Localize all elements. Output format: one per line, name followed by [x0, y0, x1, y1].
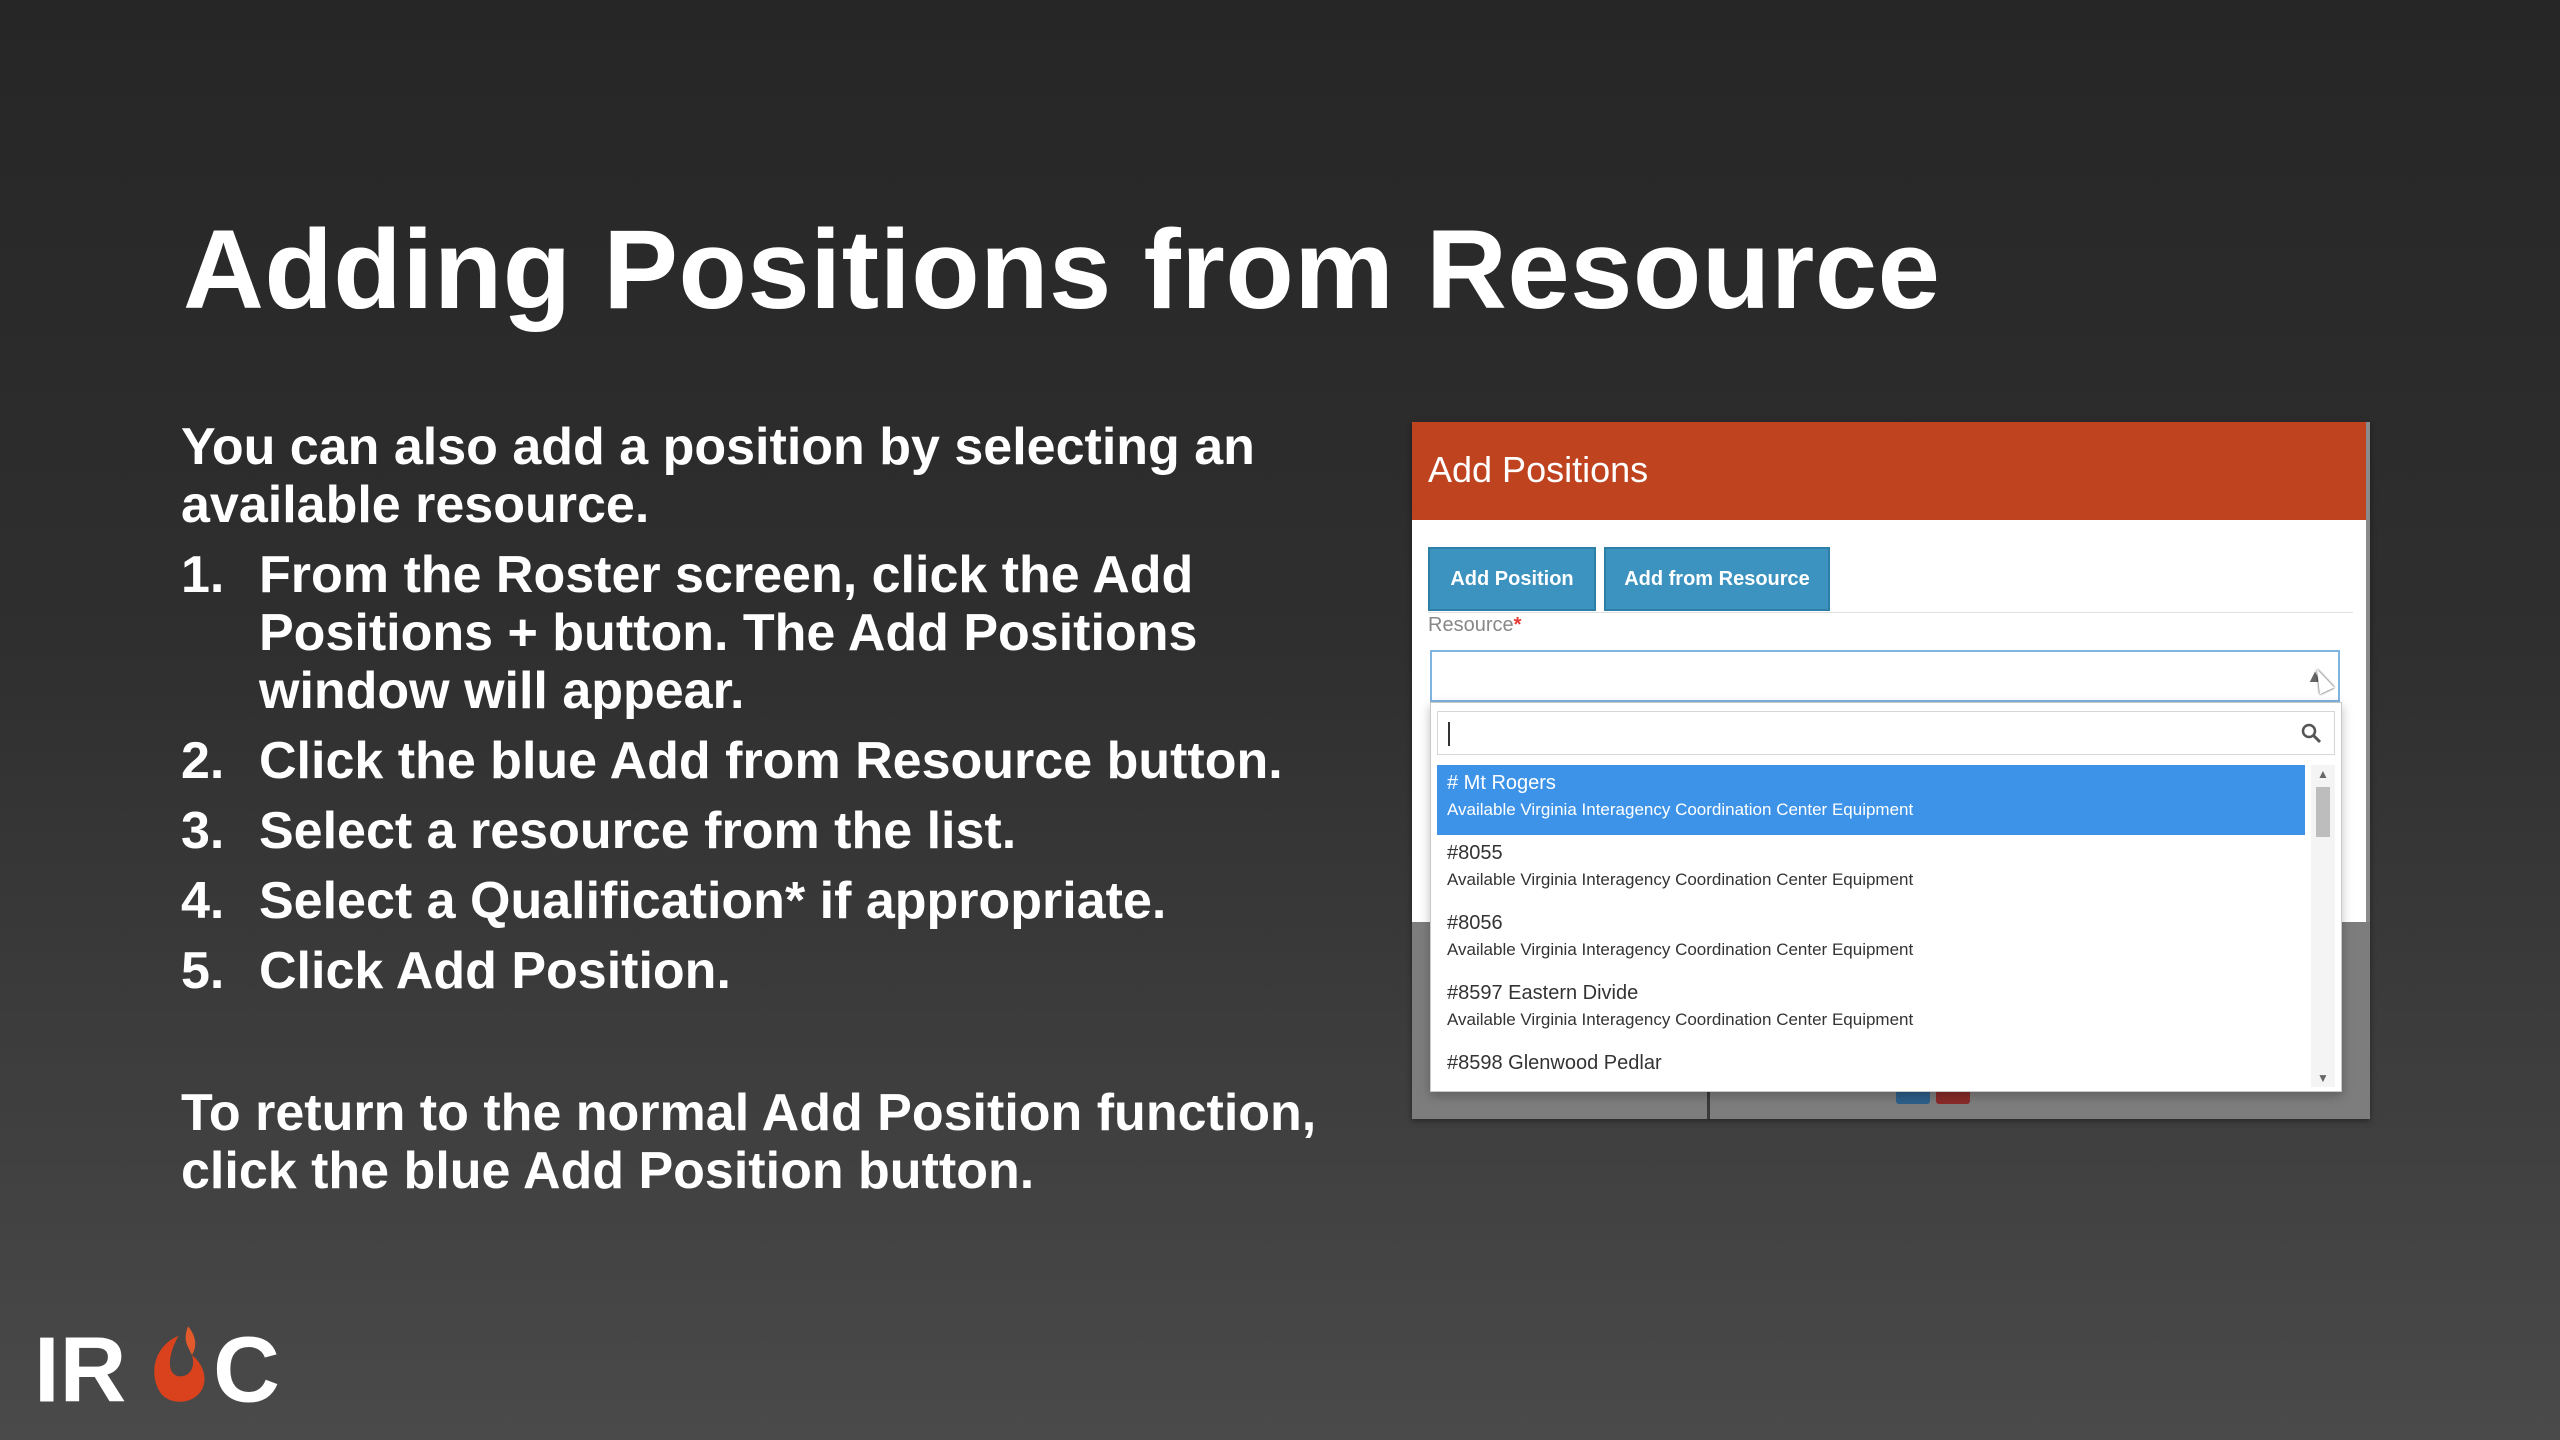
step-item: [181, 942, 1361, 1000]
resource-dropdown: [1430, 702, 2342, 1092]
resource-label: [1428, 614, 1521, 637]
scroll-up-icon[interactable]: ▲: [2317, 767, 2329, 781]
modal-title: Add Positions: [1428, 449, 1649, 490]
step-item: [181, 546, 1361, 720]
required-marker: *: [1513, 614, 1522, 636]
scroll-down-icon[interactable]: ▼: [2317, 1071, 2329, 1085]
step-text: From the Roster screen, click the Add Positions + button. The Add Positions window will appear.: [259, 546, 1198, 720]
step-number: 4.: [181, 872, 225, 930]
step-item: [181, 732, 1361, 790]
slide-body: [181, 418, 1361, 1252]
resource-search-input[interactable]: [1437, 711, 2335, 755]
list-item[interactable]: [1437, 765, 2305, 835]
step-number: 3.: [181, 802, 225, 860]
item-details: Available Virginia Interagency Coordination Center Equipment: [1447, 800, 1914, 819]
list-item[interactable]: [1437, 835, 2305, 905]
modal-header: [1412, 422, 2366, 520]
list-item[interactable]: [1437, 975, 2305, 1045]
resource-list: [1437, 765, 2305, 1087]
item-name: # Mt Rogers: [1447, 772, 1556, 794]
scrollbar-thumb[interactable]: [2316, 787, 2330, 837]
item-name: #8598 Glenwood Pedlar: [1447, 1052, 1662, 1074]
outro-text: To return to the normal Add Position function, click the blue Add Position button.: [181, 1084, 1317, 1200]
item-name: #8055: [1447, 842, 1503, 864]
divider: [1428, 612, 2353, 613]
list-item[interactable]: [1437, 1045, 2305, 1087]
slide-title: Adding Positions from Resource: [183, 207, 1941, 332]
add-from-resource-button[interactable]: Add from Resource: [1604, 547, 1830, 611]
item-details: Available Virginia Interagency Coordination Center Equipment: [1447, 1010, 1914, 1029]
step-number: 5.: [181, 942, 225, 1000]
list-item[interactable]: [1437, 905, 2305, 975]
iroc-logo-icon: [34, 1305, 294, 1415]
item-details: Available Virginia Interagency Coordination Center Equipment: [1447, 870, 1914, 889]
search-icon: [2300, 722, 2322, 744]
iroc-logo: [34, 1300, 294, 1420]
step-text: Select a resource from the list.: [259, 802, 1017, 860]
add-position-button[interactable]: Add Position: [1428, 547, 1596, 611]
step-item: [181, 802, 1361, 860]
step-text: Click the blue Add from Resource button.: [259, 732, 1283, 790]
svg-text:IR: IR: [34, 1317, 127, 1415]
step-number: 1.: [181, 546, 225, 604]
item-name: #8597 Eastern Divide: [1447, 982, 1639, 1004]
step-text: Select a Qualification* if appropriate.: [259, 872, 1167, 930]
svg-text:C: C: [213, 1317, 280, 1415]
text-cursor: [1448, 722, 1450, 746]
resource-label-text: Resource: [1428, 614, 1514, 636]
list-scrollbar[interactable]: [2311, 765, 2335, 1087]
step-text: Click Add Position.: [259, 942, 731, 1000]
steps-list: [181, 546, 1361, 1000]
step-number: 2.: [181, 732, 225, 790]
step-item: [181, 872, 1361, 930]
resource-select[interactable]: [1430, 650, 2340, 702]
item-details: Available Virginia Interagency Coordination Center Equipment: [1447, 940, 1914, 959]
item-name: #8056: [1447, 912, 1503, 934]
chevron-up-icon: ▲: [2306, 666, 2324, 686]
add-positions-screenshot: [1412, 422, 2370, 1119]
intro-text: You can also add a position by selecting an available resource.: [181, 418, 1255, 534]
